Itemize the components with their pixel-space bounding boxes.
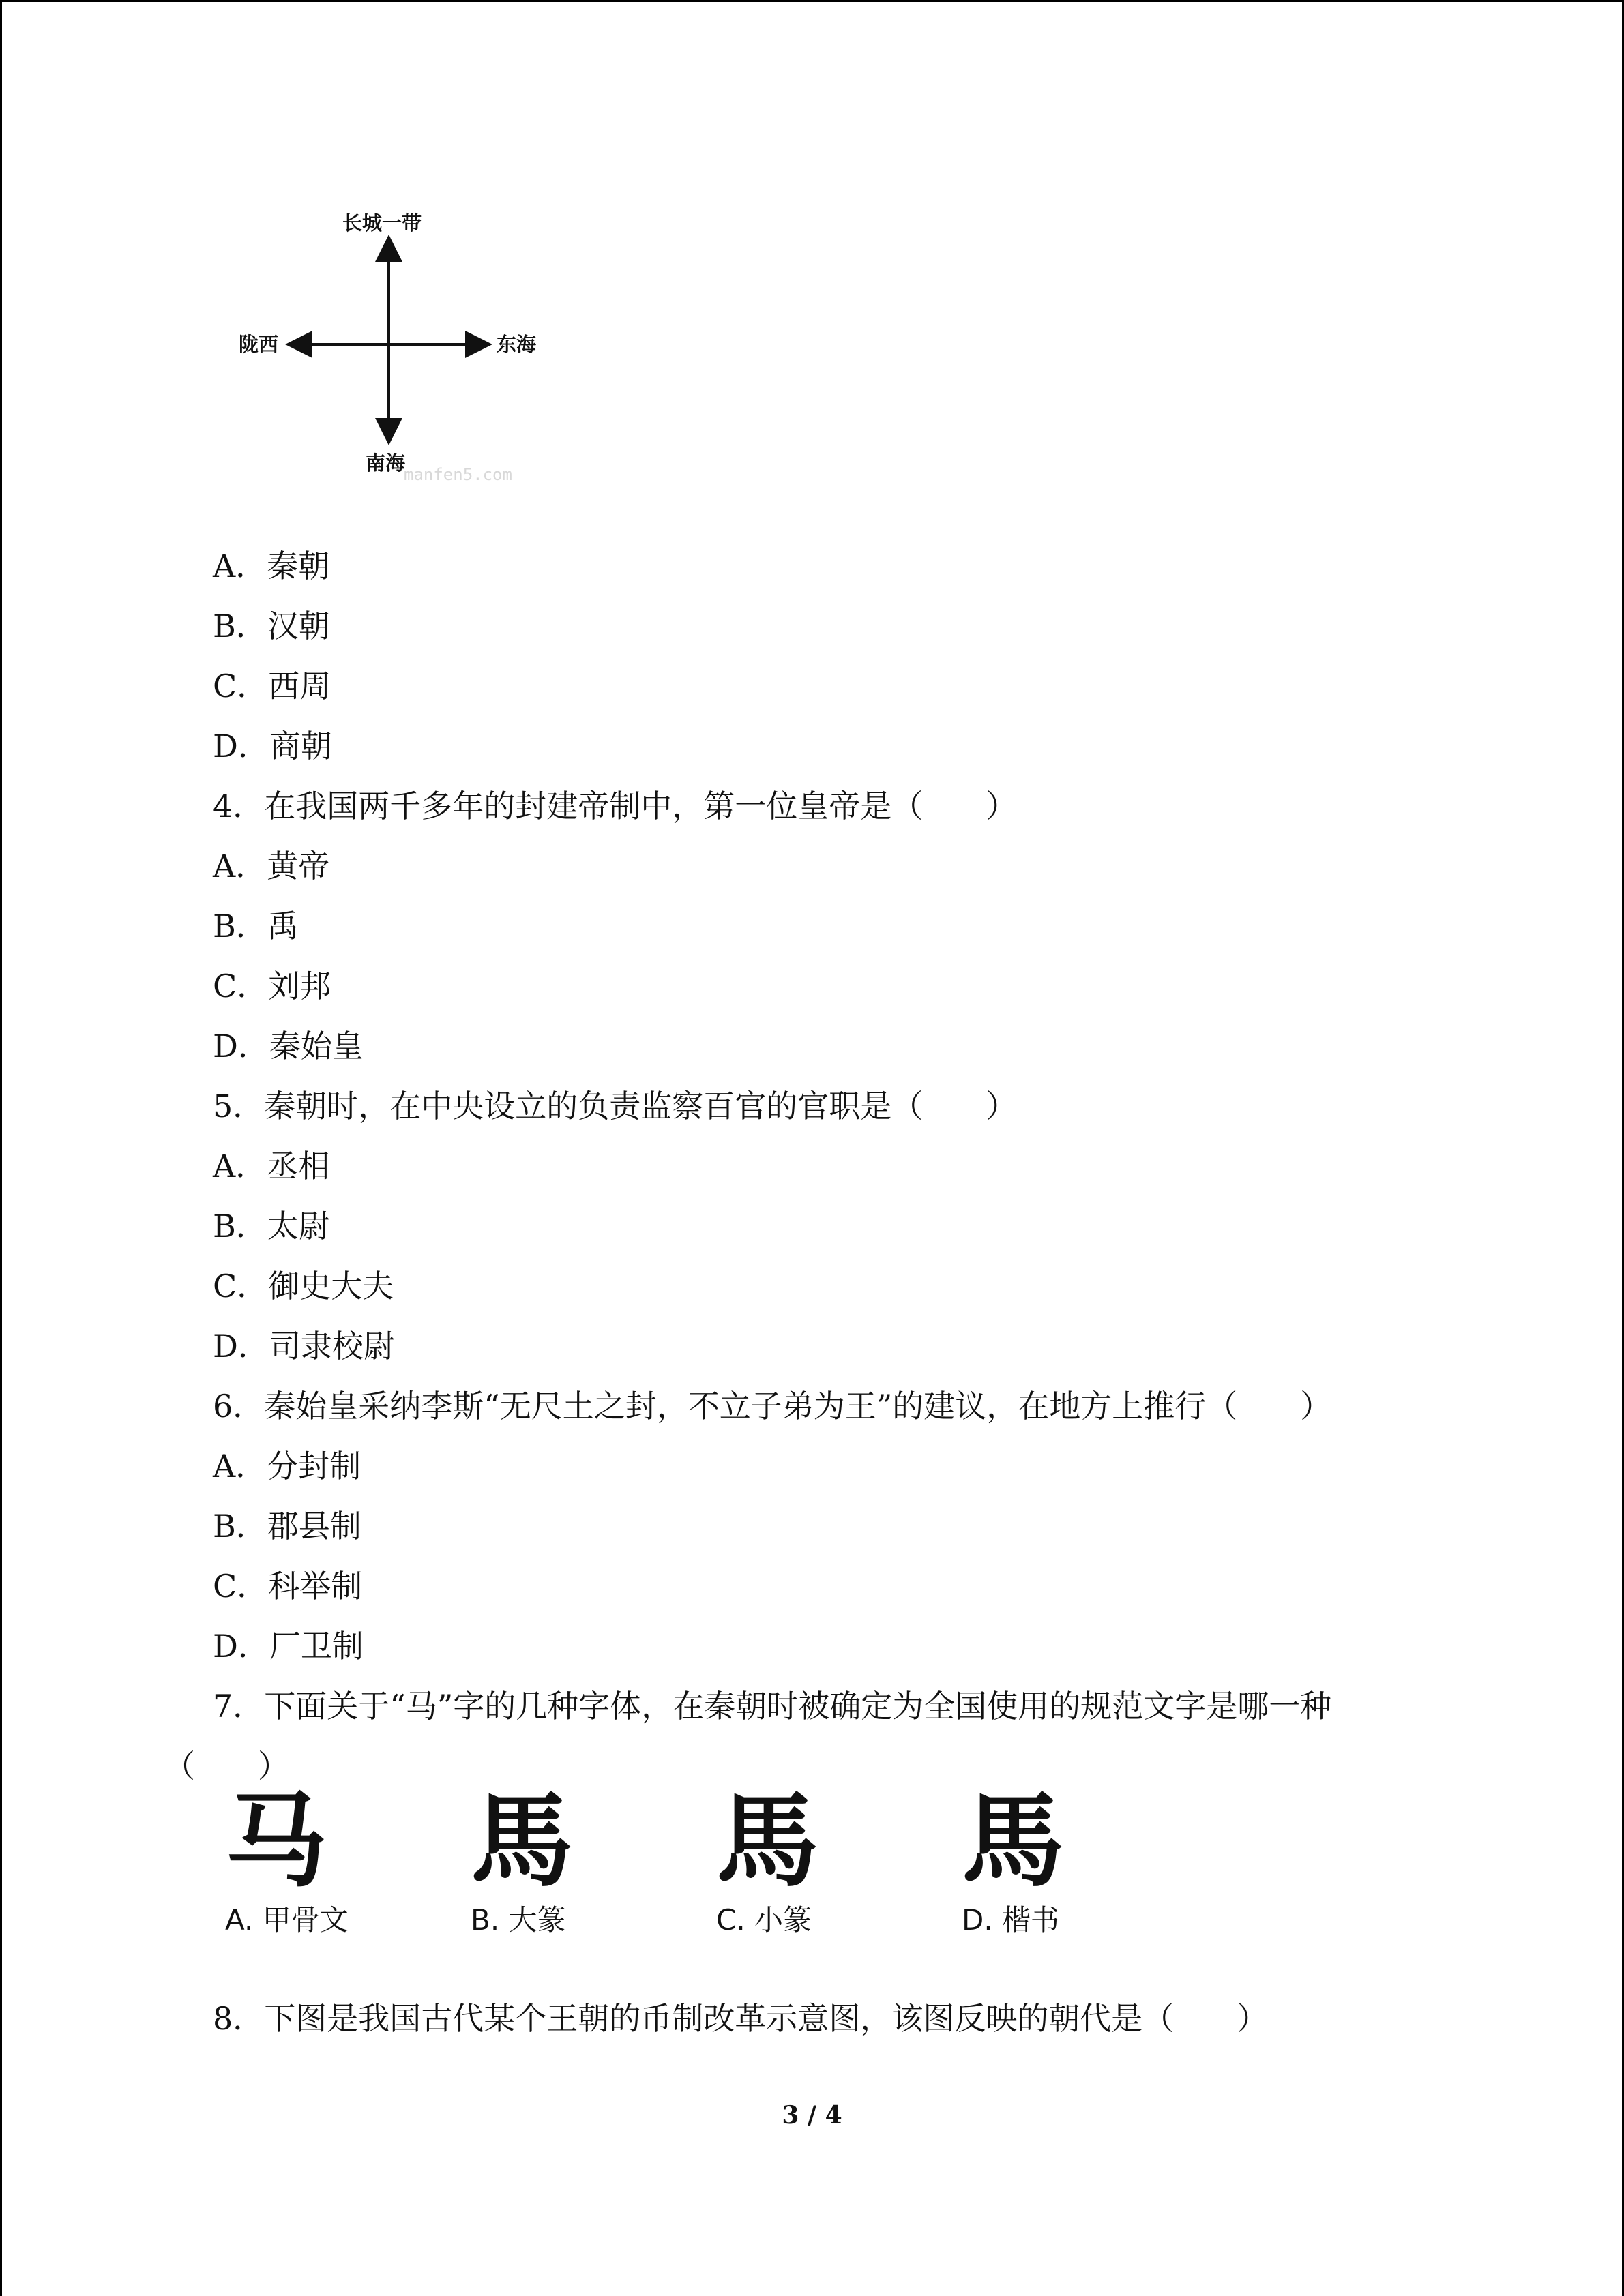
q4-option-a: A．黄帝 (213, 848, 330, 884)
glyph-caption: A. 甲骨文 (225, 1903, 349, 1937)
q3-option-c: C．西周 (213, 668, 331, 704)
q6-option-a: A．分封制 (213, 1448, 361, 1485)
glyph-char: 马 (225, 1781, 328, 1901)
q7-stem-continuation: （ ） (164, 1748, 289, 1785)
south-label: 南海 (366, 451, 406, 475)
q6-stem: 6．秦始皇采纳李斯“无尺土之封，不立子弟为王”的建议，在地方上推行（ ） (213, 1388, 1332, 1425)
q3-option-b: B．汉朝 (213, 608, 330, 644)
q5-option-c: C．御史大夫 (213, 1268, 394, 1304)
q5-option-a: A．丞相 (213, 1148, 330, 1184)
q6-option-b: B．郡县制 (213, 1508, 361, 1545)
glyph-char: 馬 (962, 1781, 1065, 1901)
q5-option-d: D．司隶校尉 (213, 1328, 395, 1365)
q5-option-b: B．太尉 (213, 1208, 330, 1244)
glyph-oracle-bone (225, 1781, 430, 1950)
q3-option-a: A．秦朝 (213, 548, 330, 584)
page-number: 3 / 4 (782, 2101, 842, 2130)
q4-option-b: B．禹 (213, 908, 299, 944)
west-label: 陇西 (239, 333, 279, 356)
q6-option-c: C．科举制 (213, 1568, 363, 1605)
glyph-caption: D. 楷书 (962, 1903, 1060, 1937)
q3-option-d: D．商朝 (213, 728, 332, 764)
glyph-caption: B. 大篆 (471, 1903, 566, 1937)
glyph-char: 馬 (471, 1781, 574, 1901)
glyph-large-seal (471, 1781, 675, 1950)
direction-diagram (225, 198, 566, 491)
north-label: 长城一带 (342, 211, 422, 235)
glyph-char: 馬 (716, 1781, 819, 1901)
q8-stem: 8．下图是我国古代某个王朝的币制改革示意图，该图反映的朝代是（ ） (213, 2000, 1269, 2037)
watermark: manfen5.com (404, 465, 512, 484)
q4-option-c: C．刘邦 (213, 968, 331, 1004)
q6-option-d: D．厂卫制 (213, 1628, 364, 1665)
q7-stem: 7．下面关于“马”字的几种字体，在秦朝时被确定为全国使用的规范文字是哪一种 (213, 1688, 1332, 1725)
horse-script-figure (225, 1781, 1125, 1950)
glyph-small-seal (716, 1781, 921, 1950)
q4-option-d: D．秦始皇 (213, 1028, 364, 1064)
glyph-regular-script (962, 1781, 1166, 1950)
glyph-caption: C. 小篆 (716, 1903, 812, 1937)
q5-stem: 5．秦朝时，在中央设立的负责监察百官的官职是（ ） (213, 1088, 1018, 1124)
q4-stem: 4．在我国两千多年的封建帝制中，第一位皇帝是（ ） (213, 788, 1018, 824)
east-label: 东海 (497, 333, 537, 356)
